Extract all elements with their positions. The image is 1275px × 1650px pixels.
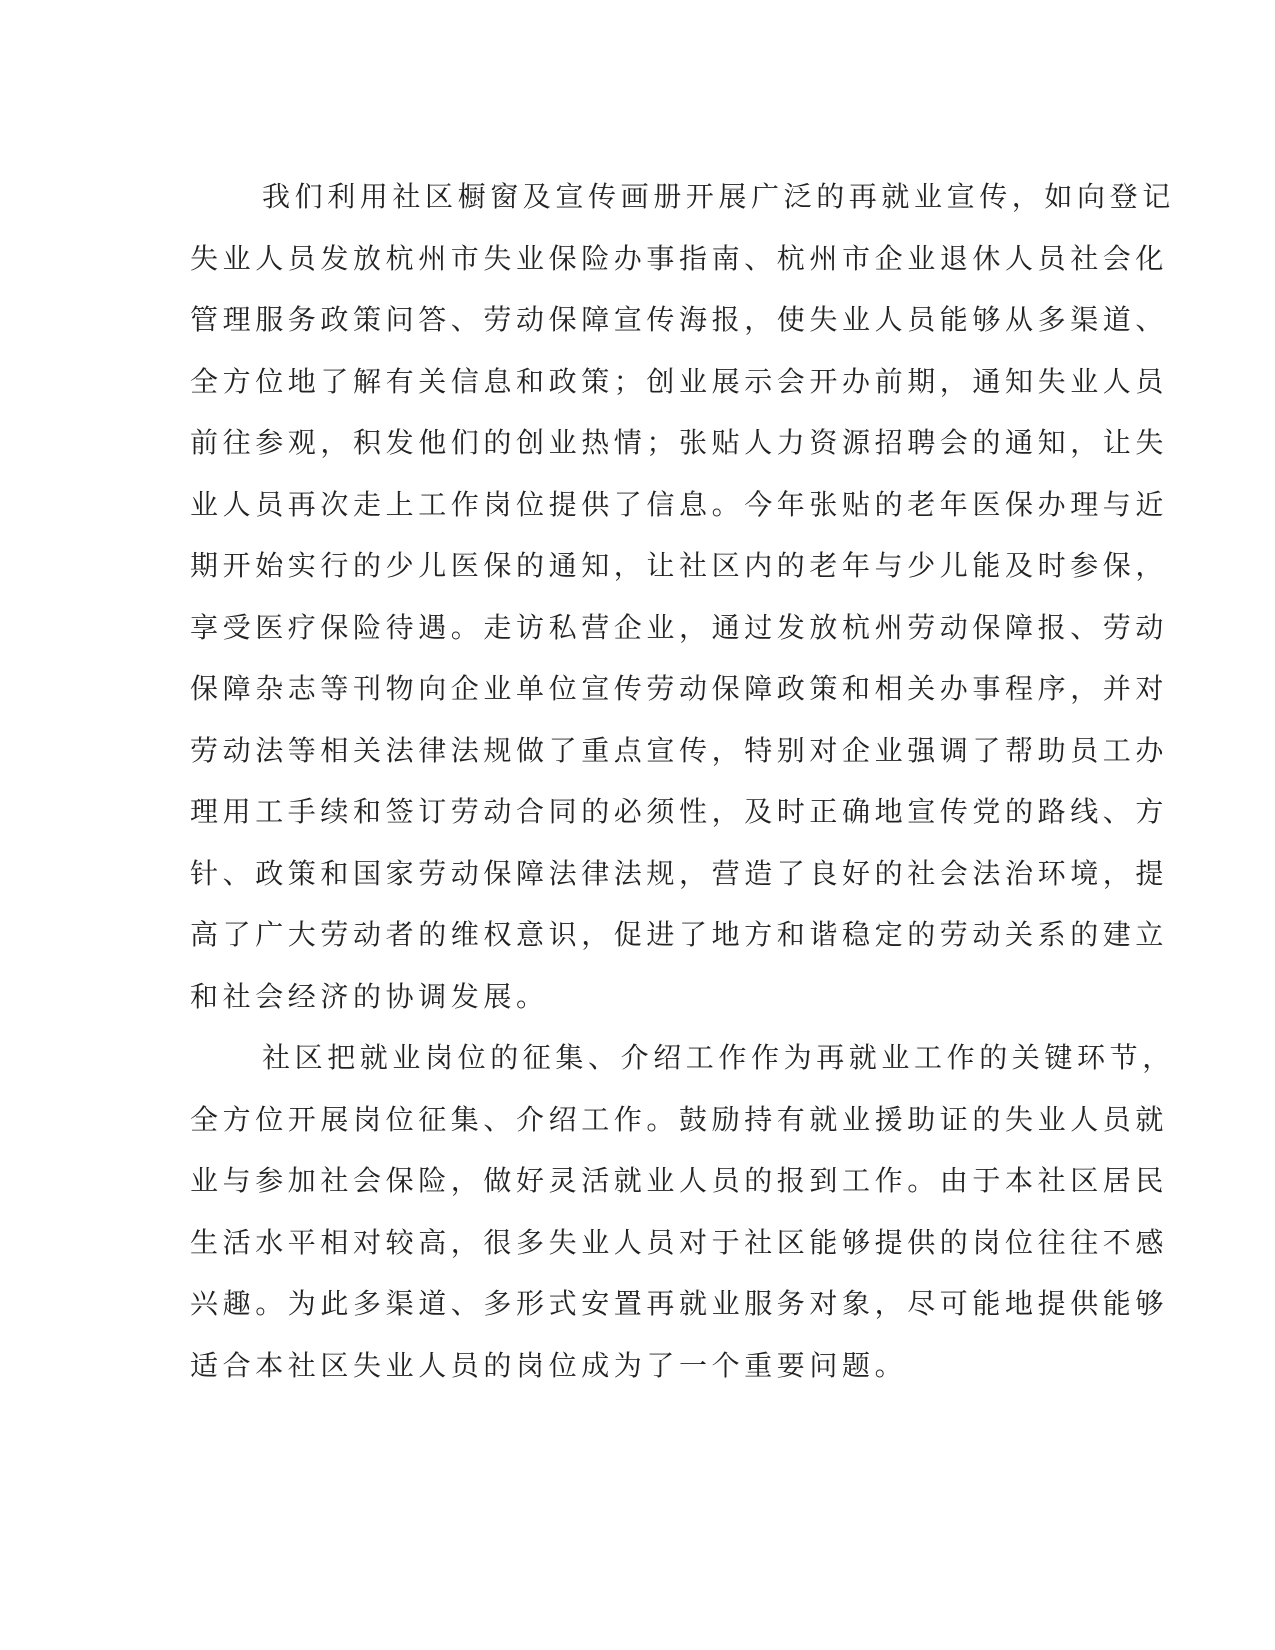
text-line: 高了广大劳动者的维权意识，促进了地方和谐稳定的劳动关系的建立 xyxy=(190,918,1169,951)
document-body xyxy=(190,166,1175,1396)
text-line: 业人员再次走上工作岗位提供了信息。今年张贴的老年医保办理与近 xyxy=(190,487,1169,521)
text-line: 和社会经济的协调发展。 xyxy=(190,979,549,1013)
paragraph-2 xyxy=(190,1027,1175,1396)
paragraph-1 xyxy=(190,166,1175,1027)
text-line: 生活水平相对较高，很多失业人员对于社区能够提供的岗位往往不感 xyxy=(190,1225,1169,1259)
text-line: 劳动法等相关法律法规做了重点宣传，特别对企业强调了帮助员工办 xyxy=(190,733,1169,767)
text-line: 失业人员发放杭州市失业保险办事指南、杭州市企业退休人员社会化 xyxy=(190,241,1169,275)
text-line: 我们利用社区橱窗及宣传画册开展广泛的再就业宣传，如向登记 xyxy=(262,180,1175,213)
text-line: 适合本社区失业人员的岗位成为了一个重要问题。 xyxy=(190,1348,908,1382)
text-line: 社区把就业岗位的征集、介绍工作作为再就业工作的关键环节， xyxy=(262,1041,1175,1074)
text-line: 针、政策和国家劳动保障法律法规，营造了良好的社会法治环境，提 xyxy=(190,856,1169,890)
text-line: 享受医疗保险待遇。走访私营企业，通过发放杭州劳动保障报、劳动 xyxy=(190,610,1169,644)
text-line: 全方位开展岗位征集、介绍工作。鼓励持有就业援助证的失业人员就 xyxy=(190,1102,1169,1136)
text-line: 业与参加社会保险，做好灵活就业人员的报到工作。由于本社区居民 xyxy=(190,1164,1169,1197)
text-line: 管理服务政策问答、劳动保障宣传海报，使失业人员能够从多渠道、 xyxy=(190,303,1169,336)
text-line: 前往参观，积发他们的创业热情；张贴人力资源招聘会的通知，让失 xyxy=(190,426,1169,459)
text-line: 全方位地了解有关信息和政策；创业展示会开办前期，通知失业人员 xyxy=(190,364,1169,398)
text-line: 期开始实行的少儿医保的通知，让社区内的老年与少儿能及时参保， xyxy=(190,549,1169,582)
text-line: 保障杂志等刊物向企业单位宣传劳动保障政策和相关办事程序，并对 xyxy=(190,672,1169,705)
text-line: 兴趣。为此多渠道、多形式安置再就业服务对象，尽可能地提供能够 xyxy=(190,1287,1169,1320)
text-line: 理用工手续和签订劳动合同的必须性，及时正确地宣传党的路线、方 xyxy=(190,795,1169,828)
